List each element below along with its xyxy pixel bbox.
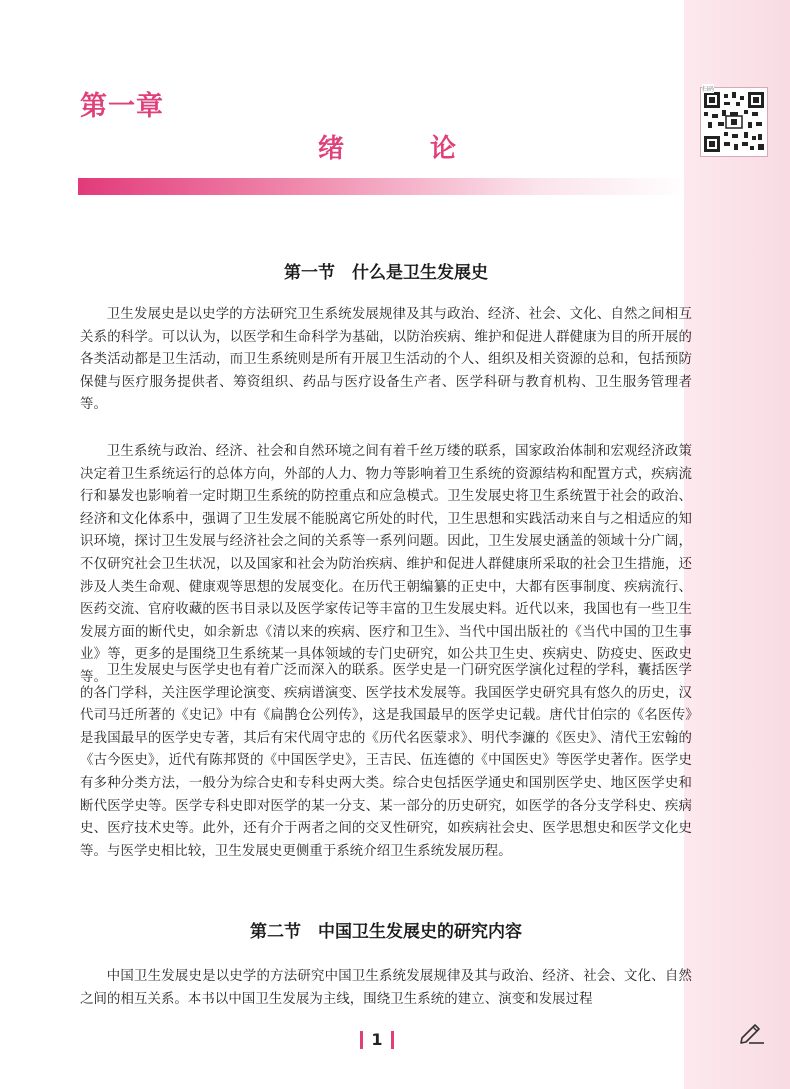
section-title: 第一节 什么是卫生发展史: [284, 263, 488, 283]
chapter-divider-bar: [78, 178, 690, 195]
paragraph: 中国卫生发展史是以史学的方法研究中国卫生系统发展规律及其与政治、经济、社会、文化、自然之间的相互关系。本书以中国卫生发展为主线，围绕卫生系统的建立、演变和发展过程: [80, 969, 692, 1007]
chapter-label: 第一章: [80, 91, 164, 122]
paragraph: 卫生系统与政治、经济、社会和自然环境之间有着千丝万缕的联系，国家政治体制和宏观经济政策决定着卫生系统运行的总体方向，外部的人力、物力等影响着卫生系统的资源结构和配置方式，疾病流行和暴发也影响着一定时期卫生系统的防控重点和应急模式。卫生发展史将卫生系统置于社会的政治、经济和文化体系中，强调了卫生发展不能脱离它所处的时代，卫生思想和实践活动来自与之相适应的知识环境，探讨卫生发展与经济社会之间的关系等一系列问题。因此，卫生发展史涵盖的领域十分广阔，不仅研究社会卫生状况，以及国家和社会为防治疾病、维护和促进人群健康所采取的社会卫生措施，还涉及人类生命观、健康观等思想的发展变化。在历代王朝编纂的正史中，大都有医事制度、疾病流行、医药交流、官府收藏的医书目录以及医学家传记等丰富的卫生发展史料。近代以来，我国也有一些卫生发展方面的断代史，如余新忠《清以来的疾病、医疗和卫生》、当代中国出版社的《当代中国的卫生事业》等，更多的是围绕卫生系统某一具体领域的专门史研究，如公共卫生史、疾病史、防疫史、医政史等。: [80, 444, 692, 685]
qr-code-icon[interactable]: [700, 87, 768, 157]
paragraph: 卫生发展史是以史学的方法研究卫生系统发展规律及其与政治、经济、社会、文化、自然之间相互关系的科学。可以认为，以医学和生命科学为基础，以防治疾病、维护和促进人群健康为目的所开展的各类活动都是卫生活动，而卫生系统则是所有开展卫生活动的个人、组织及相关资源的总和，包括预防保健与医疗服务提供者、筹资组织、药品与医疗设备生产者、医学科研与教育机构、卫生服务管理者等。: [80, 307, 692, 413]
page-number-bar-right: [391, 1031, 394, 1049]
paragraph: 卫生发展史与医学史也有着广泛而深入的联系。医学史是一门研究医学演化过程的学科，囊括医学的各门学科，关注医学理论演变、疾病谱演变、医学技术发展等。我国医学史研究具有悠久的历史，汉代司马迁所著的《史记》中有《扁鹊仓公列传》，这是我国最早的医学史记载。唐代甘伯宗的《名医传》是我国最早的医学史专著，其后有宋代周守忠的《历代名医蒙求》、明代李濂的《医史》、清代王宏翰的《古今医史》，近代有陈邦贤的《中国医学史》，王吉民、伍连德的《中国医史》等医学史著作。医学史有多种分类方法，一般分为综合史和专科史两大类。综合史包括医学通史和国别医学史、地区医学史和断代医学史等。医学专科史即对医学的某一分支、某一部分的历史研究，如医学的各分支学科史、疾病史、医疗技术史等。此外，还有介于两者之间的交叉性研究，如疾病社会史、医学思想史和医学文化史等。与医学史相比较，卫生发展史更侧重于系统介绍卫生系统发展历程。: [80, 663, 692, 859]
chapter-title: 绪 论: [318, 134, 487, 164]
page-number: 1: [371, 1030, 383, 1049]
margin-strip: [684, 0, 790, 1089]
pen-note-icon[interactable]: [738, 1020, 766, 1048]
section-title: 第二节 中国卫生发展史的研究内容: [250, 922, 522, 942]
qr-code-tag: 扫码: [702, 86, 715, 93]
